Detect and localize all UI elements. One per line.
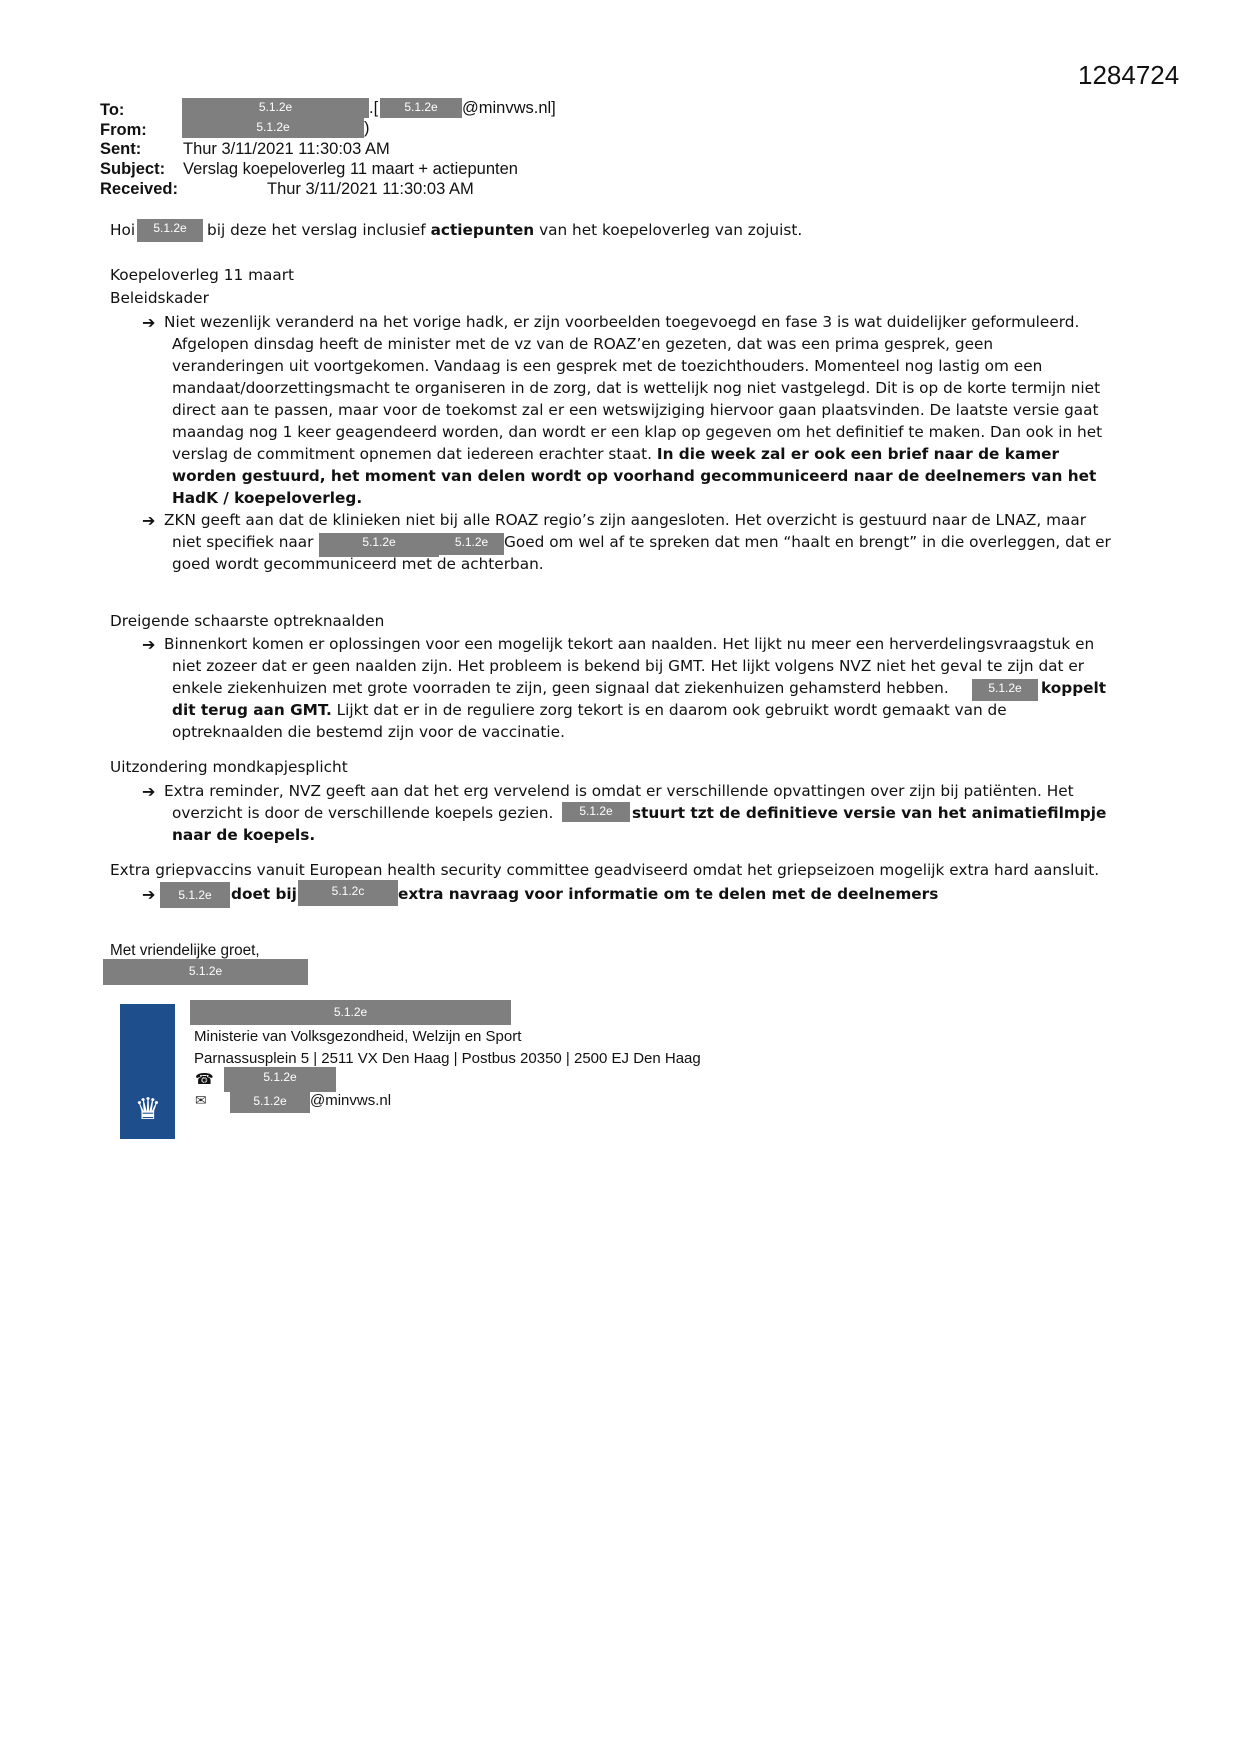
bullet1-line: direct aan te passen, maar voor de toekomst zal er een wetswijziging hiervoor gaan plaatsvinden. De laatste versie gaat: [172, 401, 1099, 419]
section2-line3: enkele ziekenhuizen met grote voorraden te zijn, geen signaal dat ziekenhuizen gehamsterd hebben.: [172, 679, 949, 697]
ministry-address: Parnassusplein 5 | 2511 VX Den Haag | Postbus 20350 | 2500 EJ Den Haag: [194, 1050, 701, 1067]
redaction-sig-name: 5.1.2e: [103, 959, 308, 985]
section1-subtitle: Beleidskader: [110, 289, 209, 307]
redaction-s3: 5.1.2e: [562, 802, 630, 822]
bullet1-line: HadK / koepeloverleg.: [172, 489, 363, 507]
bullet1-line: worden gestuurd, het moment van delen wordt op voorhand gecommuniceerd naar de deelnemers van het: [172, 467, 1097, 485]
redaction-sig-title: 5.1.2e: [190, 1000, 511, 1025]
bullet2-line2b: Goed om wel af te spreken dat men “haalt en brengt” in die overleggen, dat er: [504, 533, 1111, 551]
section4-bold-a: doet bij: [231, 885, 297, 903]
section2-line4-plain: Lijkt dat er in de reguliere zorg tekort is en daarom ook gebruikt wordt gemaakt van de: [331, 701, 1007, 719]
bullet1-line: Niet wezenlijk veranderd na het vorige hadk, er zijn voorbeelden toegevoegd en fase 3 is wat duidelijker geformuleerd.: [164, 313, 1080, 331]
redaction-b2-1: 5.1.2e: [319, 533, 439, 557]
bullet1-line: Afgelopen dinsdag heeft de minister met de vz van de ROAZ’en gezeten, dat was een prima gesprek, geen: [172, 335, 994, 353]
section3-line2: overzicht is door de verschillende koepels gezien.: [172, 804, 554, 822]
redaction-b2-2: 5.1.2e: [439, 533, 504, 555]
arrow-icon: ➔: [142, 511, 156, 530]
redaction-s4-2: 5.1.2c: [298, 880, 398, 906]
section2-title: Dreigende schaarste optreknaalden: [110, 612, 385, 630]
phone-icon: ☎: [195, 1070, 214, 1088]
bullet1-line: mandaat/doorzettingsmacht te organiseren in de zorg, dat is wettelijk nog niet vastgelegd. Dit is op de korte termijn niet: [172, 379, 1101, 397]
crest-icon: ♛: [134, 1092, 162, 1127]
intro-bold: actiepunten: [430, 221, 535, 239]
redaction-from-name: 5.1.2e: [182, 118, 364, 138]
redaction-sig-email: 5.1.2e: [230, 1090, 310, 1113]
to-email-suffix: @minvws.nl]: [462, 99, 556, 117]
section3-title: Uitzondering mondkapjesplicht: [110, 758, 348, 776]
sent-label: Sent:: [100, 140, 142, 158]
section4-title: Extra griepvaccins vanuit European health security committee geadviseerd omdat het griepseizoen mogelijk extra hard aansluit.: [110, 861, 1100, 879]
bullet1-line7-plain: verslag de commitment opnemen dat iedereen erachter staat.: [172, 445, 657, 463]
bullet2-line2a: niet specifiek naar: [172, 533, 314, 551]
from-suffix: ): [364, 119, 370, 137]
section3-line3: naar de koepels.: [172, 826, 316, 844]
to-label: To:: [100, 101, 125, 119]
section2-line: optreknaalden die bestemd zijn voor de vaccinatie.: [172, 723, 565, 741]
intro-text: [207, 221, 802, 239]
bullet1-line: [172, 445, 1059, 463]
section3-line: Extra reminder, NVZ geeft aan dat het erg vervelend is omdat er verschillende opvattingen over zijn bij patiënten. Het: [164, 782, 1074, 800]
section2-line4-bold: dit terug aan GMT.: [172, 701, 332, 719]
redaction-s4-1: 5.1.2e: [160, 882, 230, 908]
section1-title: Koepeloverleg 11 maart: [110, 266, 295, 284]
intro-text-b: van het koepeloverleg van zojuist.: [534, 221, 803, 239]
bullet1-line: maandag nog 1 keer geagendeerd worden, dan wordt er een klap op gegeven om het definitief te maken. Dan ook in het: [172, 423, 1103, 441]
redaction-to-name: 5.1.2e: [182, 98, 369, 118]
section2-line4: [172, 701, 1007, 719]
closing: Met vriendelijke groet,: [110, 942, 260, 959]
to-separator: .[: [369, 99, 379, 117]
received-label: Received:: [100, 180, 178, 198]
section2-line: niet zozeer dat er geen naalden zijn. Het probleem is bekend bij GMT. Het lijkt volgens NVZ niet het geval te zijn dat er: [172, 657, 1085, 675]
arrow-icon: ➔: [142, 313, 156, 332]
sent-value: Thur 3/11/2021 11:30:03 AM: [183, 140, 390, 158]
document-number: 1284724: [1078, 60, 1180, 90]
arrow-icon: ➔: [142, 635, 156, 654]
intro-hoi: Hoi: [110, 221, 136, 239]
subject-value: Verslag koepeloverleg 11 maart + actiepunten: [183, 160, 518, 178]
bullet1-line7-bold: In die week zal er ook een brief naar de kamer: [656, 445, 1060, 463]
section2-line3-bold: koppelt: [1041, 679, 1107, 697]
bullet1-line: veranderingen uit voortgekomen. Vandaag is een gesprek met de toezichthouders. Momenteel nog lastig om een: [172, 357, 1043, 375]
from-label: From:: [100, 121, 147, 139]
redaction-sig-phone: 5.1.2e: [224, 1067, 336, 1092]
section4-bold-b: extra navraag voor informatie om te delen met de deelnemers: [398, 885, 939, 903]
bullet2-line: ZKN geeft aan dat de klinieken niet bij alle ROAZ regio’s zijn aangesloten. Het overzicht is gestuurd naar de LNAZ, maar: [164, 511, 1087, 529]
ministry-name: Ministerie van Volksgezondheid, Welzijn en Sport: [194, 1028, 522, 1045]
arrow-icon: ➔: [142, 782, 156, 801]
bullet2-line: goed wordt gecommuniceerd met de achterban.: [172, 555, 544, 573]
section3-line2-bold: stuurt tzt de definitieve versie van het animatiefilmpje: [632, 804, 1107, 822]
subject-label: Subject:: [100, 160, 166, 178]
envelope-icon: ✉: [195, 1093, 207, 1109]
arrow-icon: ➔: [142, 885, 156, 904]
redaction-s2: 5.1.2e: [972, 679, 1038, 701]
redaction-intro-name: 5.1.2e: [137, 219, 203, 242]
section2-line: Binnenkort komen er oplossingen voor een mogelijk tekort aan naalden. Het lijkt nu meer een herverdelingsvraagstuk en: [164, 635, 1095, 653]
received-value: Thur 3/11/2021 11:30:03 AM: [267, 180, 474, 198]
intro-text-a: bij deze het verslag inclusief: [207, 221, 431, 239]
redaction-to-email: 5.1.2e: [380, 98, 462, 118]
email-suffix: @minvws.nl: [310, 1092, 392, 1109]
